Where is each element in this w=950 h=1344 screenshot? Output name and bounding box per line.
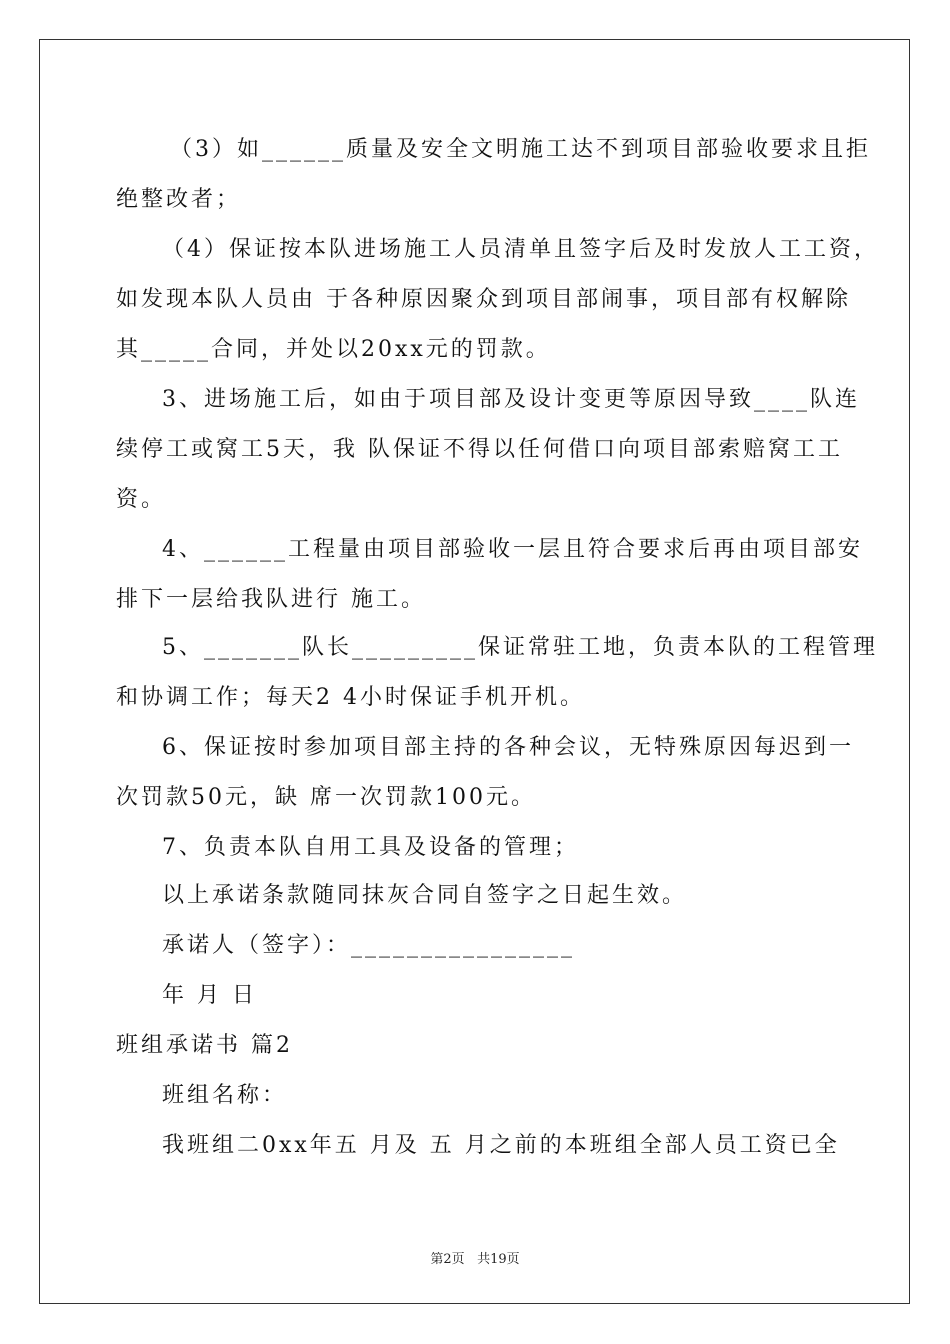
date-line: 年 月 日 bbox=[162, 983, 257, 1008]
page-total: 共19页 bbox=[477, 1252, 520, 1267]
text-line: 4、______工程量由项目部验收一层且符合要求后再由项目部安 bbox=[162, 537, 863, 562]
text-line: 6、保证按时参加项目部主持的各种会议，无特殊原因每迟到一 bbox=[162, 735, 854, 760]
text-line: 班组名称： bbox=[162, 1083, 288, 1108]
text-line: 次罚款50元，缺 席一次罚款100元。 bbox=[116, 785, 536, 810]
text-line: 绝整改者； bbox=[116, 187, 242, 212]
page-border bbox=[39, 39, 910, 1304]
text-line: 排下一层给我队进行 施工。 bbox=[116, 587, 426, 612]
text-line: 以上承诺条款随同抹灰合同自签字之日起生效。 bbox=[162, 883, 688, 908]
text-line: 资。 bbox=[116, 487, 167, 512]
signature-line: 承诺人（签字）：________________ bbox=[162, 933, 576, 958]
text-line: 我班组二0xx年五 月及 五 月之前的本班组全部人员工资已全 bbox=[162, 1133, 840, 1158]
text-line: 如发现本队人员由 于各种原因聚众到项目部闹事，项目部有权解除 bbox=[116, 287, 851, 312]
text-line: （3）如______质量及安全文明施工达不到项目部验收要求且拒 bbox=[170, 137, 871, 162]
page-number: 第2页 bbox=[430, 1252, 465, 1267]
text-line: 3、进场施工后，如由于项目部及设计变更等原因导致____队连 bbox=[162, 387, 860, 412]
text-line: 7、负责本队自用工具及设备的管理； bbox=[162, 835, 579, 860]
section-heading: 班组承诺书 篇2 bbox=[116, 1033, 293, 1058]
text-line: 和协调工作；每天2 4小时保证手机开机。 bbox=[116, 685, 585, 710]
text-line: 其_____合同，并处以20xx元的罚款。 bbox=[116, 337, 551, 362]
text-line: 5、_______队长_________保证常驻工地，负责本队的工程管理 bbox=[162, 635, 878, 660]
page-footer bbox=[0, 1248, 950, 1267]
text-line: 续停工或窝工5天，我 队保证不得以任何借口向项目部索赔窝工工 bbox=[116, 437, 843, 462]
text-line: （4）保证按本队进场施工人员清单且签字后及时发放人工工资， bbox=[162, 237, 879, 262]
